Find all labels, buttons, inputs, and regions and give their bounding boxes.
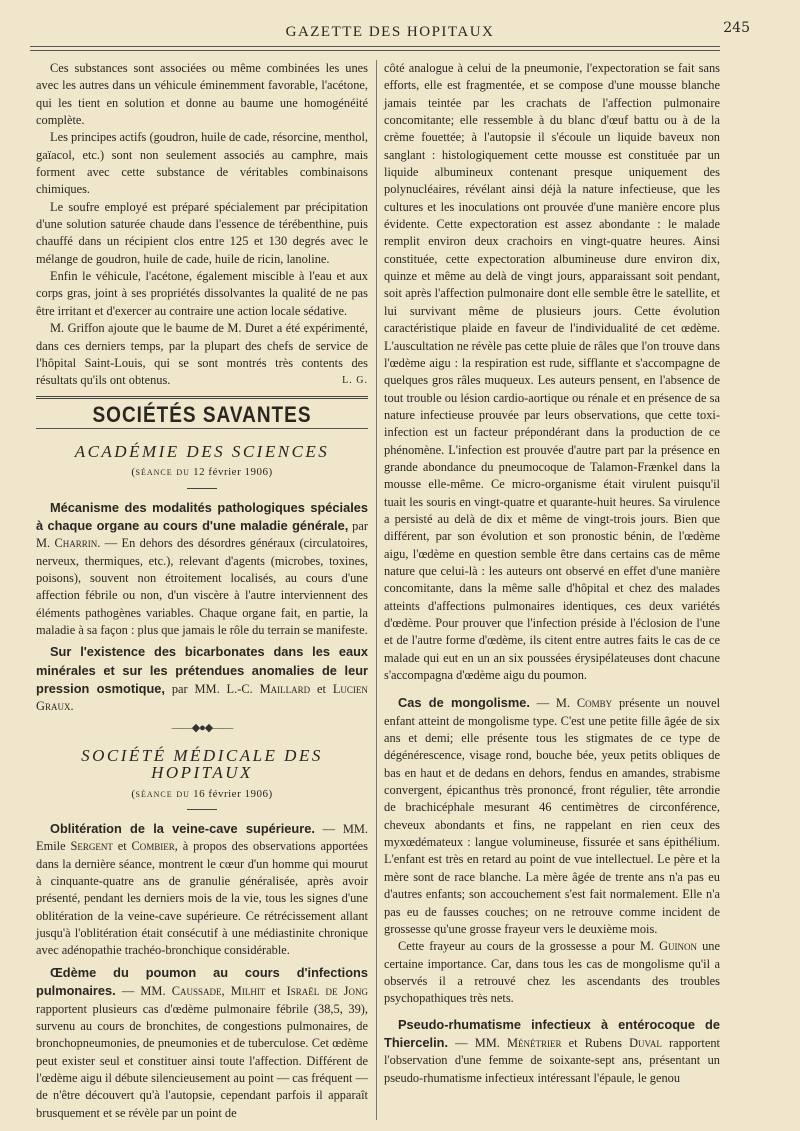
society-heading: SOCIÉTÉ MÉDICALE DES HOPITAUX <box>81 746 323 783</box>
column-divider <box>376 60 377 1120</box>
article-title: Œdème du poumon au cours d'infections pulmonaires. <box>36 964 368 999</box>
paragraph: côté analogue à celui de la pneumonie, l'expectoration se fait sans efforts, elle est fragmentée, et se compose d'une mousse blanche jamais teintée par les crachats de l'affection pulmonaire concomitante; elle ressemble à du blanc d'œuf battu ou à de la crème fouettée; à l'autopsie il s'écoule un liquide baveux non sanglant : histologiquement cette mousse est constituée par un liquide albumineux contenant presque uniquement des polynucléaires, révélant ainsi déjà la nature infectieuse, que les cultures et les inoculations ont prouvée d'une manière encore plus évidente. Cette expectoration est assez abondante : le malade remplit environ deux crachoirs en vingt-quatre heures. Ainsi constituée, cette expectoration albumineuse dure environ dix, quinze et même au delà de vingt jours, apparaissant soit pendant, soit après l'affection pulmonaire dont elle semble être le satellite, et lui survivant même de plusieurs jours. Cette évolution caractéristique plaide en faveur de l'individualité de cet œdème. L'auscultation ne révèle pas cette pluie de râles que l'on trouve dans l'œdème aigu : la respiration est rude, sifflante et s'accompagne de quelques gros râles muqueux. Les auteurs pensent, en l'absence de tout trouble ou lésion cardio-aortique ou rénale et en présence de sa nature infectieuse prouvée par leurs observations, que cette toxi-infection est un facteur prépondérant dans la production de ce phénomène. L'infection est prouvée d'autre part par la présence en grande abondance du pneumocoque de Talamon-Frænkel dans la mousse elle-même. Ce micro-organisme était virulent puisqu'il tuait les souris en vingt-quatre et quarante-huit heures. Sa virulence a persisté au delà de dix et même de vingt-trois jours. Bien que différent, par son évolution et son pronostic bénin, de l'œdème aigu, l'œdème en question semble être dans certains cas de même nature que celui-là : les auteurs ont observé en effet d'une manière concomitante, dans la même salle d'hôpital et chez des malades atteints d'affections pulmonaires identiques, ces deux variétés d'œdème. Pour prouver que l'infection préside à l'éclosion de l'une et de l'autre forme d'œdème, ils citent entre autres faits le cas de ce malade qui eut en un an six poussées érysipélateuses dont chacune s'accompagna d'œdème aigu du poumon. <box>384 61 720 683</box>
journal-title: GAZETTE DES HOPITAUX <box>285 24 495 40</box>
article-author: Sergent <box>70 839 113 854</box>
header-rule-2 <box>30 50 720 51</box>
article-author: Maillard <box>259 682 311 696</box>
article-author: Ménétrier <box>507 1035 562 1050</box>
paragraph: Le soufre employé est préparé spécialement par précipitation d'une solution saturée chaude dans l'essence de térébenthine, puis chauffé dans un récipient clos entre 125 et 130 degrés avec le mélange de goudron, huile de cade, huile de ricin, lanoline. <box>36 199 368 266</box>
article-lead: — MM. <box>121 984 166 999</box>
page-number: 245 <box>723 20 750 36</box>
article-and: et <box>317 682 326 696</box>
right-column <box>384 60 720 1111</box>
article-lead: — M. <box>536 696 571 711</box>
paragraph: Enfin le véhicule, l'acétone, également miscible à l'eau et aux corps gras, joint à ses propriétés dissolvantes la qualité de ne pas être irritant et d'exercer au contraire une action locale sédative. <box>36 269 368 318</box>
article <box>384 1016 720 1087</box>
article-lead: — MM. <box>455 1035 500 1050</box>
article-and: et Rubens <box>568 1035 622 1050</box>
ornament-divider: ——◆●◆—— <box>171 721 233 734</box>
short-rule <box>187 488 217 489</box>
article-author: Lucien Graux. <box>36 682 368 714</box>
article-body: rapportent l'observation d'une femme de soixante-sept ans, présentant un pseudo-rhumatisme infectieux intéressant l'épaule, le genou <box>384 1035 720 1085</box>
author-signature: L. G. <box>342 375 368 387</box>
seance-label: séance du <box>135 466 190 479</box>
article-author: Comby <box>576 696 613 711</box>
article-author: Duval <box>629 1035 662 1050</box>
article-title: Oblitération de la veine-cave supérieure. <box>50 821 315 837</box>
seance-date: 12 février 1906 <box>193 466 269 479</box>
article-par: par M. <box>36 518 368 551</box>
article-author: Guinon <box>659 939 698 954</box>
article-title: Mécanisme des modalités pathologiques spéciales à chaque organe au cours d'une maladie générale, <box>36 499 368 533</box>
article-body: — En dehors des désordres généraux (circulatoires, nerveux, thermiques, etc.), relevant d'agents (microbes, toxines, poisons), souvent non étroitement localisés, au cours d'une affection fébrile ou non, d'un viscère à l'autre interviennent des éléments pathogènes variables. Chaque organe fait, en partie, la maladie à sa façon : plus que jamais le rôle du terrain se manifeste. <box>36 536 368 637</box>
article-and: et <box>117 839 127 854</box>
article-and: et <box>271 984 281 999</box>
article-body: rapportent plusieurs cas d'œdème pulmonaire fébrile (38,5, 39), survenu au cours de bronchites, de congestions pulmonaires, de bronchopneumonies, de pneumonies et de tuberculose. Cet œdème peut exister seul et constituer ainsi toute l'affection. Différent de l'œdème aigu il débute silencieusement au point — cas fréquent — de n'être découvert qu'à l'autopsie, cependant parfois il apparaît brusquement et se révèle par un point de <box>36 1001 368 1120</box>
academy-heading: ACADÉMIE DES SCIENCES <box>74 441 330 461</box>
article <box>384 694 720 938</box>
seance-line: (séance du 12 février 1906) <box>131 466 273 479</box>
paragraph <box>36 320 368 389</box>
short-rule <box>187 809 217 810</box>
article-title: Cas de mongolisme. <box>398 695 530 711</box>
section-title: SOCIÉTÉS SAVANTES <box>92 402 312 428</box>
paragraph-text: M. Griffon ajoute que le baume de M. Duret a été expérimenté, dans ces derniers temps, par la plupart des chefs de service de l'hôpital Saint-Louis, qui se sont montrés très contents des résultats qu'ils ont obtenus. <box>36 321 368 388</box>
article <box>36 964 368 1122</box>
article-author: Combier, <box>131 839 178 854</box>
header-rule <box>30 46 720 47</box>
article-author: Caussade, Milhit <box>171 984 266 999</box>
paragraph-text: une certaine importance. Car, dans tous les cas de mongolisme qu'il a observés il a retrouvé chez les ascendants des troubles psychopathiques très nets. <box>384 939 720 1006</box>
section-rule-thin <box>36 428 368 429</box>
article-title: Sur l'existence des bicarbonates dans les eaux minérales et sur les prétendues anomalies de leur pression osmotique, <box>36 644 368 696</box>
running-header <box>30 22 750 44</box>
paragraph: Les principes actifs (goudron, huile de cade, résorcine, menthol, gaïacol, etc.) sont non seulement associés au camphre, mais forment avec cette substance de véritables combinaisons chimiques. <box>36 130 368 197</box>
article-title: Pseudo-rhumatisme infectieux à entérocoque de Thiercelin. <box>384 1016 720 1050</box>
article-body: présente un nouvel enfant atteint de mongolisme type. C'est une petite fille âgée de six ans et demi; elle présente tous les stigmates de ce type de dégénérescence, visage rond, bouche bée, yeux petits obliques de bas en haut et de dedans en dehors, fendus en amandes, strabisme convergent, épicanthus très prononcé, front régulier, tête arrondie de brachicéphale mesurant 46 centimètres de circonférence, cheveux abondants et fins, ne rappelant en rien ceux des myxœdémateux : langue volumineuse, fissurée et sans épithélium. L'enfant est très en retard au point de vue intellectuel. Le père et la mère sont de race blanche. La mère âgée de trente ans n'a pas eu d'autres enfants; son accouchement s'est fait normalement. Elle n'a pas eu de fausses couches; on ne retrouve comme incident de grossesse qu'une grosse frayeur vers le deuxième mois. <box>384 696 721 936</box>
paragraph-text: Cette frayeur au cours de la grossesse a pour M. <box>398 939 654 954</box>
article-author: Israël de Jong <box>286 984 368 999</box>
article-par: par MM. L.-C. <box>171 682 253 696</box>
paragraph <box>384 938 720 1007</box>
paragraph: Ces substances sont associées ou même combinées les unes avec les autres dans un véhicule éminemment favorable, l'acétone, qui les tient en solution et donne au baume une homogénéité complète. <box>36 61 368 128</box>
article <box>36 820 368 960</box>
seance-line: (séance du 16 février 1906) <box>131 787 273 800</box>
article-lead: — MM. Emile <box>36 822 368 854</box>
article <box>36 499 368 640</box>
section-rule <box>36 396 368 399</box>
article <box>36 643 368 715</box>
article-author: Charrin. <box>54 536 101 551</box>
seance-date: 16 février 1906 <box>193 787 269 800</box>
seance-label: séance du <box>135 787 190 800</box>
left-column <box>36 60 368 1120</box>
article-body: à propos des observations apportées dans la dernière séance, montrent le cœur d'un homme qui mourut à cinquante-quatre ans de granulie généralisée, après avoir présenté, pendant les derniers mois de la vie, tous les signes d'une oblitération de la veine-cave supérieure. Ce rétrécissement allant jusqu'à l'oblitération était consécutif à une médiastinite chronique avec adénopathie trachéo-bronchique considérable. <box>36 839 368 958</box>
